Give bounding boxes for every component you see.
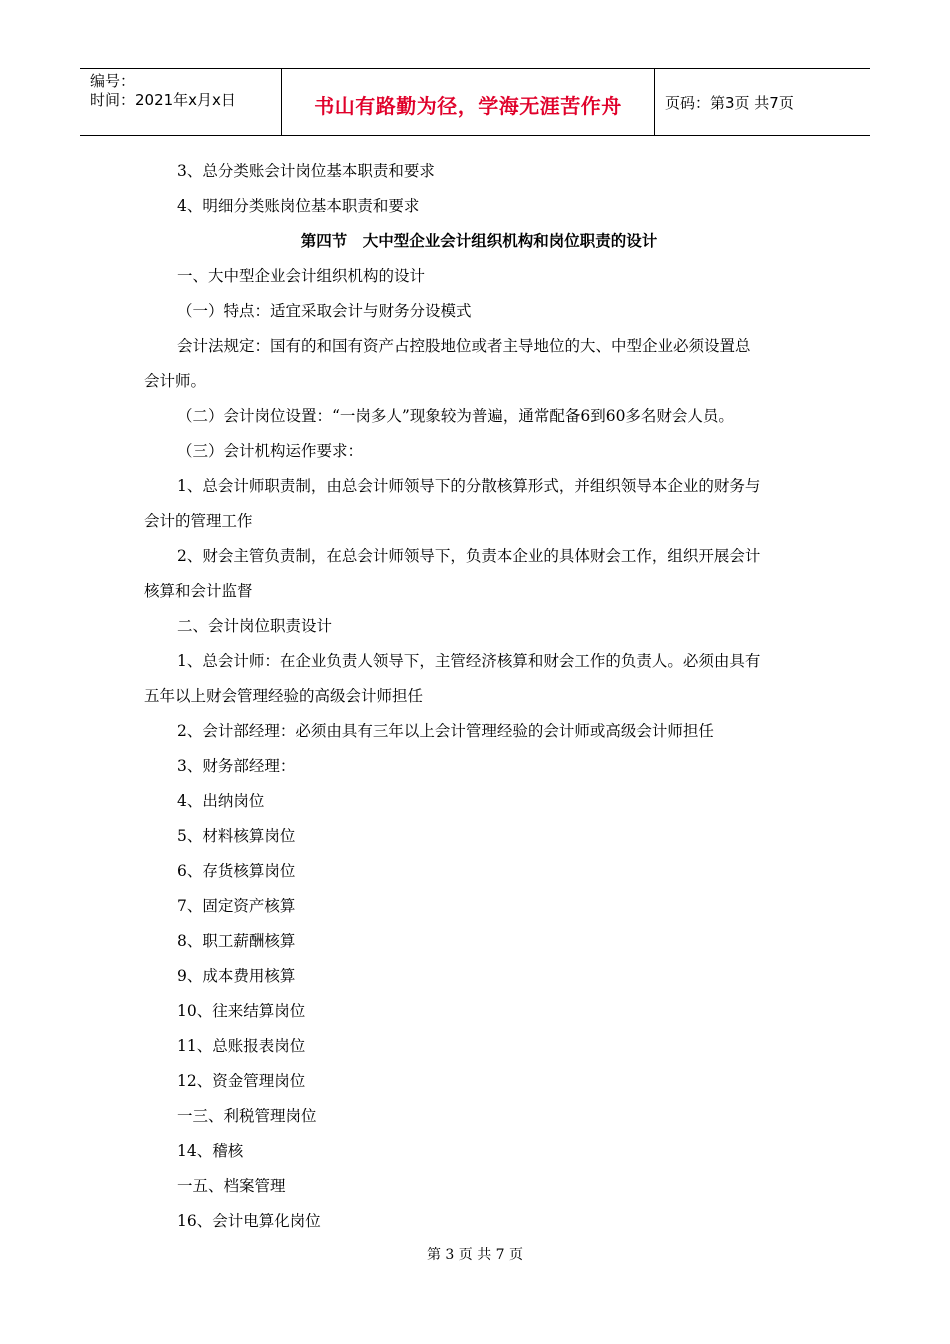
section-title: 第四节 大中型企业会计组织机构和岗位职责的设计 [300,232,658,250]
list-item: 5、材料核算岗位 [177,827,296,845]
paragraph: 2、财会主管负责制，在总会计师领导下，负责本企业的具体财会工作，组织开展会计 [177,547,761,565]
header-info [80,69,282,135]
document-header [80,68,870,136]
document-body [144,154,814,1239]
subheading: （一）特点：适宜采取会计与财务分设模式 [177,302,472,320]
paragraph-continuation: 五年以上财会管理经验的高级会计师担任 [144,687,424,705]
list-item: 6、存货核算岗位 [177,862,296,880]
time-label: 时间：2021年x月x日 [90,91,236,109]
heading: 一、大中型企业会计组织机构的设计 [177,267,426,285]
paragraph: 3、总分类账会计岗位基本职责和要求 [177,162,435,180]
paragraph-continuation: 会计的管理工作 [144,512,253,530]
paragraph: 1、总会计师职责制，由总会计师领导下的分散核算形式，并组织领导本企业的财务与 [177,477,761,495]
list-item: 4、出纳岗位 [177,792,265,810]
list-item: 10、往来结算岗位 [177,1002,306,1020]
list-item: 12、资金管理岗位 [177,1072,306,1090]
list-item: 一五、档案管理 [177,1177,286,1195]
list-item: 9、成本费用核算 [177,967,296,985]
list-item: 11、总账报表岗位 [177,1037,306,1055]
list-item: 2、会计部经理：必须由具有三年以上会计管理经验的会计师或高级会计师担任 [177,722,714,740]
list-item: 一三、利税管理岗位 [177,1107,317,1125]
paragraph: 会计法规定：国有的和国有资产占控股地位或者主导地位的大、中型企业必须设置总 [177,337,751,355]
list-item: 8、职工薪酬核算 [177,932,296,950]
subheading: （二）会计岗位设置：“一岗多人”现象较为普遍，通常配备6到60多名财会人员。 [177,407,734,425]
paragraph-continuation: 会计师。 [144,372,207,390]
header-page-info: 页码：第3页 共7页 [665,93,794,112]
heading: 二、会计岗位职责设计 [177,617,333,635]
number-label: 编号： [90,72,136,90]
subheading: （三）会计机构运作要求： [177,442,364,460]
list-item: 16、会计电算化岗位 [177,1212,321,1230]
page-footer: 第 3 页 共 7 页 [426,1247,524,1263]
list-item: 7、固定资产核算 [177,897,296,915]
header-motto: 书山有路勤为径，学海无涯苦作舟 [282,69,655,135]
list-item: 3、财务部经理： [177,757,296,775]
paragraph: 4、明细分类账岗位基本职责和要求 [177,197,420,215]
paragraph: 1、总会计师：在企业负责人领导下，主管经济核算和财会工作的负责人。必须由具有 [177,652,761,670]
paragraph-continuation: 核算和会计监督 [144,582,253,600]
list-item: 14、稽核 [177,1142,244,1160]
